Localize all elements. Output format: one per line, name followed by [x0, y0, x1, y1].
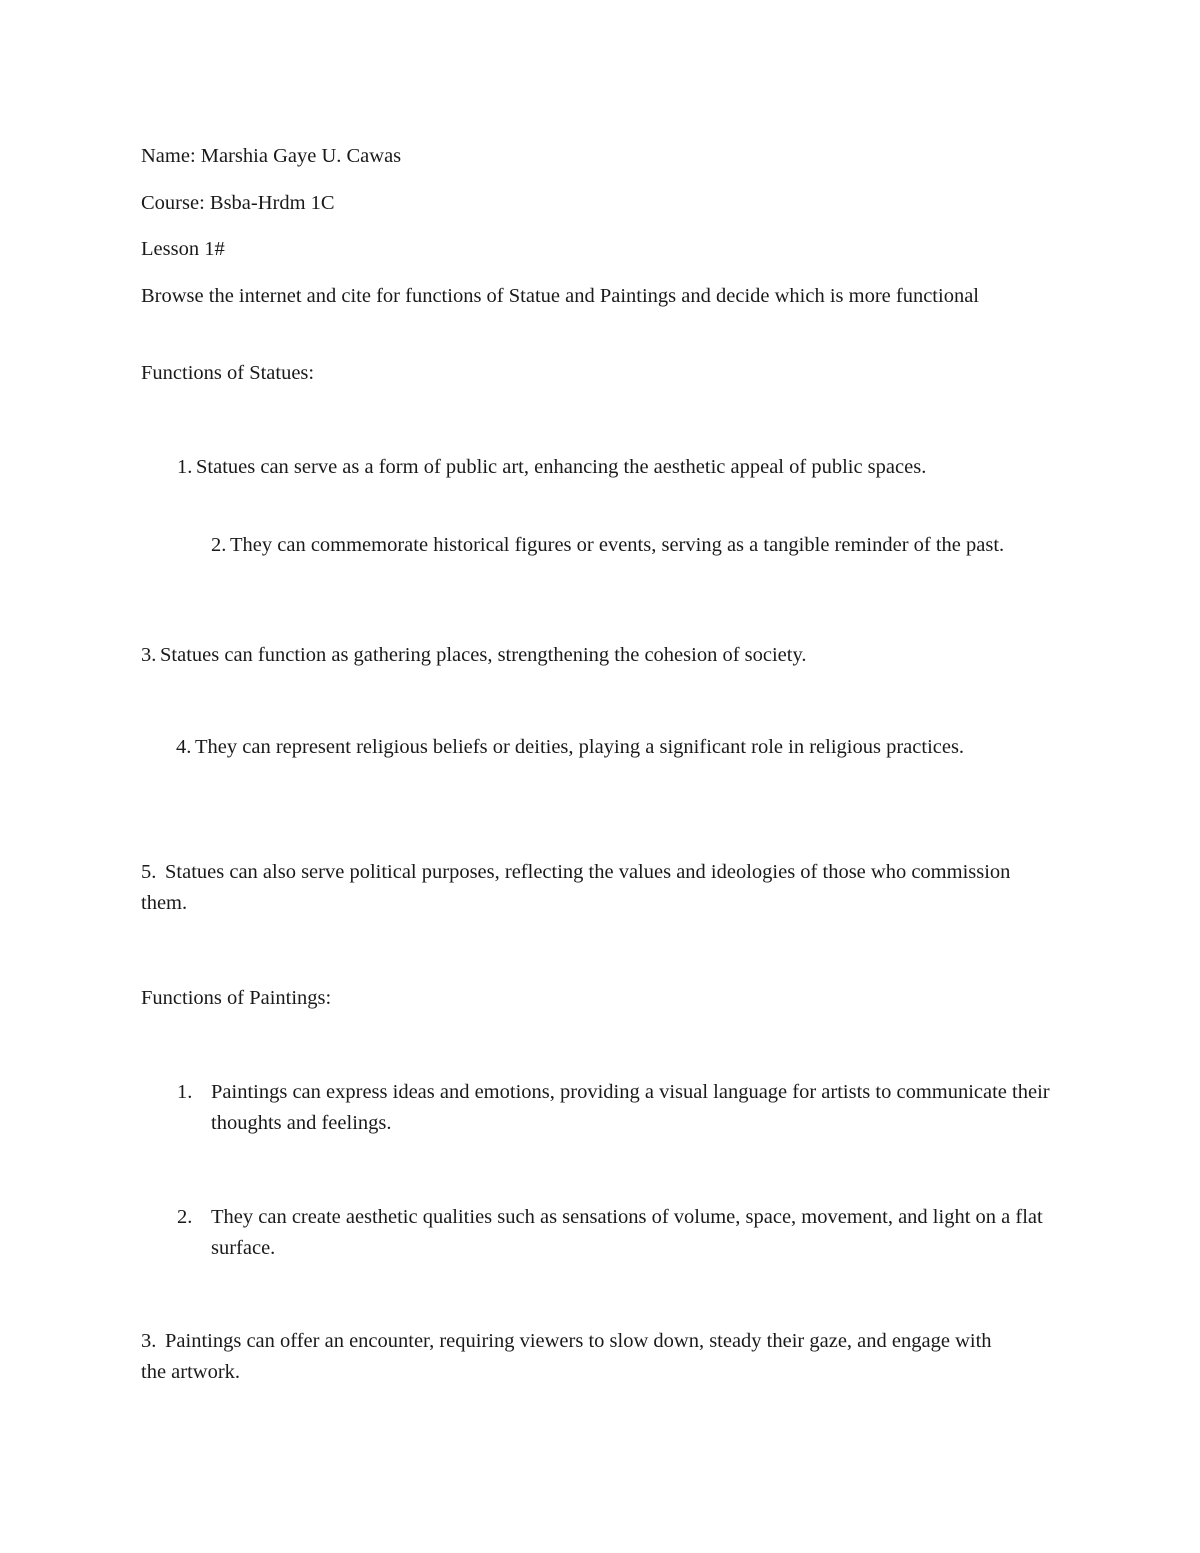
painting-item-1 [177, 1077, 1057, 1139]
list-item-text: Paintings can express ideas and emotions, providing a visual language for artists to communicate their thoughts and feelings. [211, 1081, 1050, 1134]
list-number: 3. [141, 644, 157, 666]
course-line: Course: Bsba-Hrdm 1C [141, 192, 335, 214]
statue-item-2 [211, 530, 1051, 561]
list-item-text: They can create aesthetic qualities such as sensations of volume, space, movement, and light on a flat surface. [211, 1206, 1043, 1259]
statue-item-4 [176, 732, 996, 763]
list-number: 2. [177, 1206, 193, 1228]
list-item-text: Paintings can offer an encounter, requiring viewers to slow down, steady their gaze, and engage with the artwork. [141, 1330, 992, 1383]
statue-item-3 [141, 640, 1041, 671]
statues-heading: Functions of Statues: [141, 362, 315, 384]
painting-item-2 [177, 1202, 1057, 1264]
list-number: 2. [211, 534, 227, 556]
list-item-text: They can commemorate historical figures or events, serving as a tangible reminder of the past. [230, 534, 1005, 556]
statue-item-1 [177, 452, 1057, 483]
painting-item-3 [141, 1326, 1011, 1388]
list-item-text: Statues can serve as a form of public art, enhancing the aesthetic appeal of public spaces. [196, 456, 927, 478]
lesson-line: Lesson 1# [141, 238, 225, 260]
student-name: Name: Marshia Gaye U. Cawas [141, 145, 402, 167]
statue-item-5 [141, 857, 1041, 919]
list-number: 3. [141, 1330, 157, 1352]
list-number: 5. [141, 861, 157, 883]
list-item-text: Statues can function as gathering places, strengthening the cohesion of society. [160, 644, 807, 666]
list-number: 1. [177, 1081, 193, 1103]
list-item-text: They can represent religious beliefs or deities, playing a significant role in religious practices. [195, 736, 965, 758]
list-number: 4. [176, 736, 192, 758]
assignment-prompt: Browse the internet and cite for functions of Statue and Paintings and decide which is more functional [141, 285, 979, 307]
list-number: 1. [177, 456, 193, 478]
paintings-heading: Functions of Paintings: [141, 987, 332, 1009]
list-item-text: Statues can also serve political purposes, reflecting the values and ideologies of those who commission them. [141, 861, 1011, 914]
